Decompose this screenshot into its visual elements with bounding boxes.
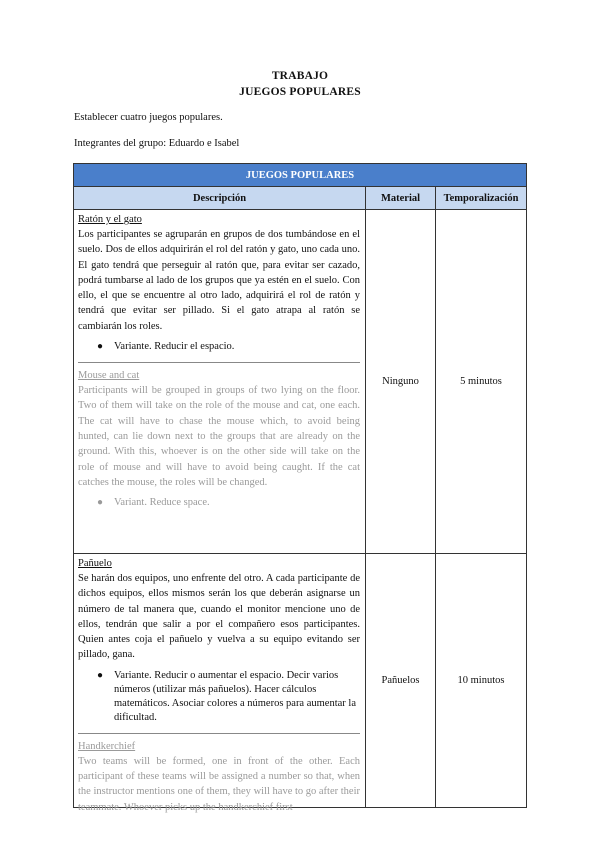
material-cell: Ninguno: [366, 210, 436, 554]
column-header-time: Temporalización: [436, 187, 527, 210]
table-header: JUEGOS POPULARES: [74, 164, 527, 187]
variant-list: [78, 669, 360, 725]
translation-variant-list: [78, 496, 360, 510]
table-row: [74, 210, 527, 554]
translation-title: Handkerchief: [78, 740, 136, 752]
column-headers: [74, 187, 527, 210]
game-title: Pañuelo: [78, 558, 112, 569]
translation-description: Two teams will be formed, one in front of the other. Each participant of these teams will be assigned a number so that, when the instructor mentions one of them, they will have to go after their teammate. Whoever picks up the handkerchief first: [78, 755, 360, 813]
bullet-icon: ●: [97, 341, 104, 353]
document-subtitle: JUEGOS POPULARES: [239, 86, 361, 98]
translation-variant-text: Variant. Reduce space.: [114, 497, 210, 509]
column-header-description: Descripción: [74, 187, 366, 210]
bullet-icon: ●: [97, 497, 104, 509]
time-cell: 5 minutos: [436, 210, 527, 554]
games-table: [73, 163, 527, 813]
divider: [78, 362, 360, 363]
material-cell: Pañuelos: [366, 554, 436, 808]
variant-text: Variante. Reducir o aumentar el espacio. Decir varios números (utilizar más pañuelos). Hacer cálculos matemáticos. Asociar colores a números para aumentar la dificultad.: [114, 669, 356, 723]
variant-text: Variante. Reducir el espacio.: [114, 341, 235, 353]
description-cell: [74, 554, 366, 813]
game-description: Los participantes se agruparán en grupos de dos tumbándose en el suelo. Dos de ellos adquirirán el rol del ratón y gato, uno cada uno. El gato tendrá que perseguir al ratón que, para evitar ser cazado, podrá tumbarse al lado de los grupos que ya estén en el suelo. Con ello, el que se encuentre al otro lado, adquirirá el rol de ratón y tendrá que evitar ser pillado. Si el gato atrapa al ratón se cambiarán los roles.: [78, 229, 360, 332]
game-description: Se harán dos equipos, uno enfrente del otro. A cada participante de dichos equipos, ellos mismos serán los que deberán asignarse un número de tal manera que, cuando el monitor mencione uno de ellos, tendrán que salir a por el compañero esos participantes. Quien antes coja el pañuelo y vuelva a su equipo evitando ser pillado, gana.: [78, 573, 360, 661]
list-item: [97, 669, 360, 725]
list-item: [97, 340, 360, 354]
divider: [78, 733, 360, 734]
bullet-icon: ●: [97, 669, 104, 681]
translation-description: Participants will be grouped in groups of two lying on the floor. Two of them will take on the role of the mouse and cat, one each. The cat will have to chase the mouse which, to avoid being hunted, can lie down next to the groups that are already on the ground. With this, whoever is on the other side will take on the role of mouse and will have to avoid being caught. If the cat catches the mouse, the roles will be changed.: [78, 385, 360, 488]
column-header-material: Material: [366, 187, 436, 210]
game-title: Ratón y el gato: [78, 214, 142, 225]
variant-list: [78, 340, 360, 354]
document-title: TRABAJO: [271, 70, 329, 82]
translation-title: Mouse and cat: [78, 370, 140, 382]
table-row: [74, 554, 527, 808]
description-cell: [74, 210, 366, 554]
time-cell: 10 minutos: [436, 554, 527, 808]
intro-instruction: Establecer cuatro juegos populares.: [74, 112, 223, 123]
list-item: [97, 496, 360, 510]
group-members: Integrantes del grupo: Eduardo e Isabel: [74, 138, 240, 149]
